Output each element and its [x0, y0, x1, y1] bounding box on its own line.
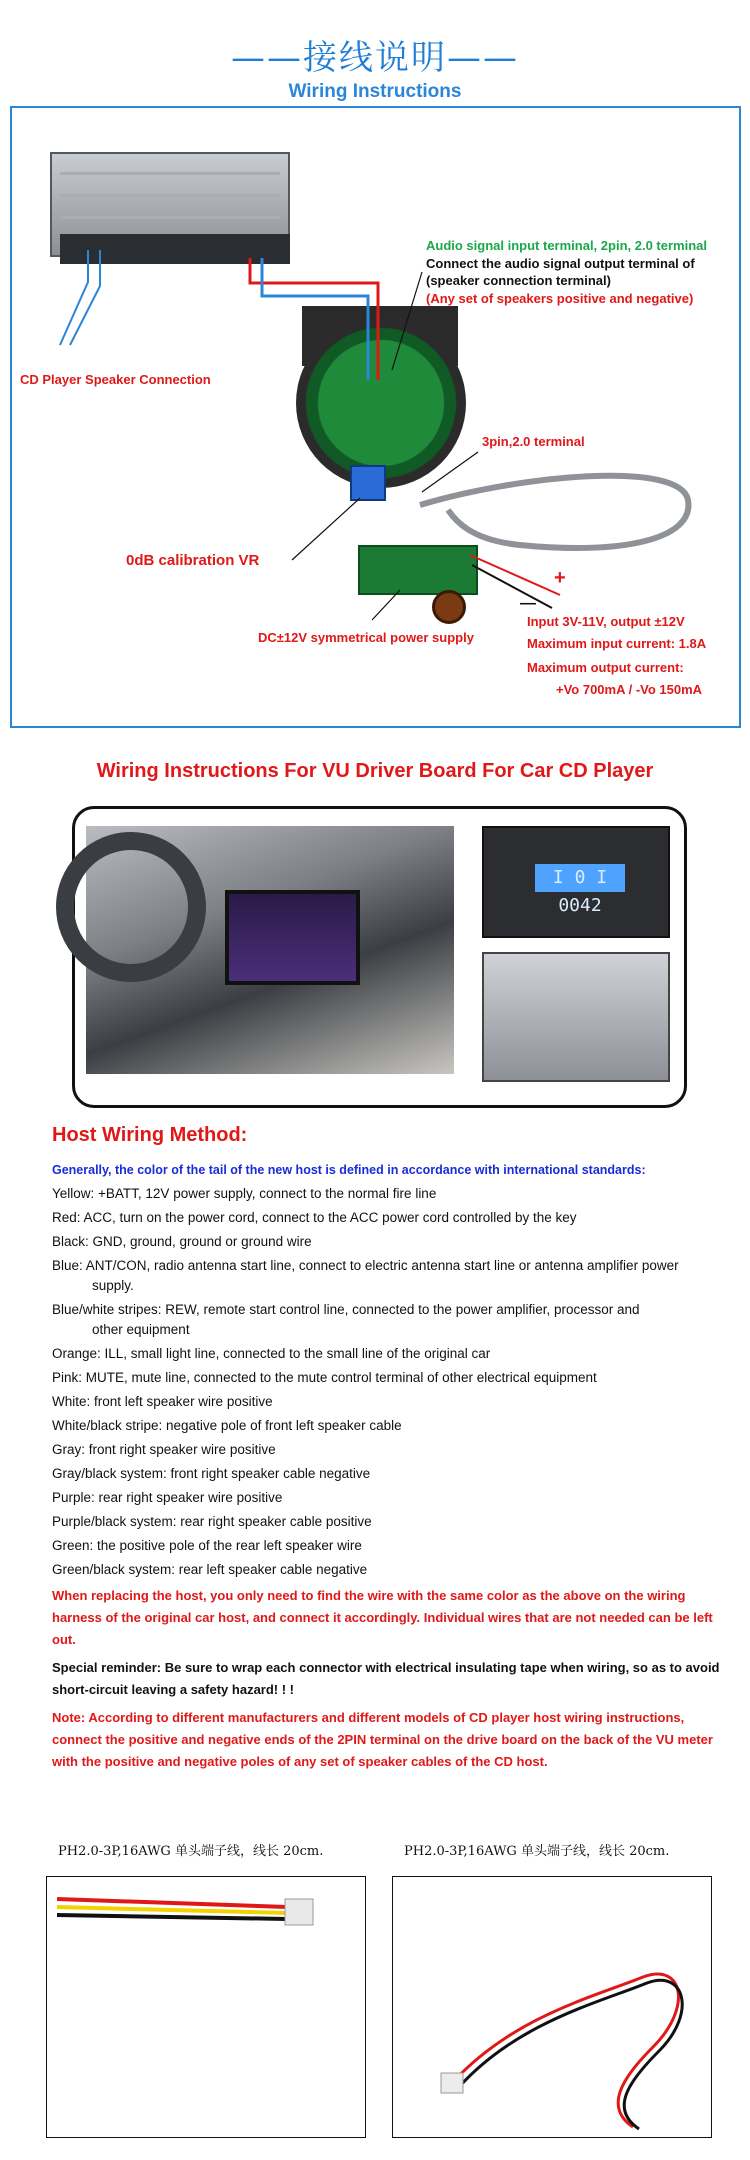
label-cd-speaker: CD Player Speaker Connection — [20, 372, 211, 387]
cable-right-label: PH2.0-3P,16AWG 单头端子线，线长 20cm. — [404, 1844, 670, 1859]
host-wiring-heading: Host Wiring Method: — [52, 1124, 248, 1146]
wire-line: White: front left speaker wire positive — [52, 1394, 273, 1409]
label-audio-any: (Any set of speakers positive and negative) — [426, 291, 694, 306]
label-max-input: Maximum input current: 1.8A — [527, 636, 707, 651]
label-audio-input: Audio signal input terminal, 2pin, 2.0 terminal — [426, 238, 707, 253]
label-max-output: Maximum output current: — [527, 660, 684, 675]
wire-blue-3 — [70, 250, 100, 345]
wire-line: Black: GND, ground, ground or ground wire — [52, 1234, 312, 1249]
car-screen-image — [225, 890, 360, 985]
label-audio-connect-1: Connect the audio signal output terminal of — [426, 256, 695, 271]
label-calibration: 0dB calibration VR — [126, 552, 260, 569]
special-reminder: Special reminder: Be sure to wrap each connector with electrical insulating tape when wiring, so as to avoid short-circuit leaving a safety hazard! ! ! — [52, 1660, 720, 1697]
header-dash-right: —— — [447, 38, 519, 78]
cable-right-drawing — [393, 1877, 713, 2139]
leader-audio — [392, 272, 422, 370]
wire-line: Purple: rear right speaker wire positive — [52, 1490, 283, 1505]
cable-wire-black — [57, 1915, 287, 1919]
header-dash-left: —— — [231, 38, 303, 78]
gray-cable — [420, 476, 688, 548]
label-psu: DC±12V symmetrical power supply — [258, 630, 474, 645]
header-title-en: Wiring Instructions — [288, 81, 462, 102]
header-title-cn-text: 接线说明 — [303, 38, 447, 78]
wire-blue-2 — [60, 250, 88, 345]
replace-note: When replacing the host, you only need to find the wire with the same color as the above on the wiring harness of the original car host, and connect it accordingly. Individual wires that are not needed can be left out. — [52, 1588, 713, 1647]
label-3pin: 3pin,2.0 terminal — [482, 434, 585, 449]
leader-vr — [292, 498, 360, 560]
wire-red-1 — [250, 258, 378, 380]
cable-left-image — [46, 1876, 366, 2138]
wire-line: Green: the positive pole of the rear left speaker wire — [52, 1538, 362, 1553]
cable-left-label: PH2.0-3P,16AWG 单头端子线，线长 20cm. — [58, 1844, 324, 1859]
cd-unit-lcd: I 0 I 0042 — [535, 864, 625, 892]
cable-wire-black — [459, 1980, 682, 2129]
wire-line: Red: ACC, turn on the power cord, connect to the ACC power cord controlled by the key — [52, 1210, 577, 1225]
wire-line: Purple/black system: rear right speaker cable positive — [52, 1514, 372, 1529]
cable-connector — [285, 1899, 313, 1925]
wire-line: Gray/black system: front right speaker cable negative — [52, 1466, 371, 1481]
label-input-spec: Input 3V-11V, output ±12V — [527, 614, 685, 629]
label-output-values: +Vo 700mA / -Vo 150mA — [556, 682, 703, 697]
cable-right-image — [392, 1876, 712, 2138]
wire-line: Yellow: +BATT, 12V power supply, connect to the normal fire line — [52, 1186, 437, 1201]
label-minus: — — [520, 595, 536, 612]
cable-connector — [441, 2073, 463, 2093]
leader-psu — [372, 590, 400, 620]
host-wiring-section — [52, 1124, 732, 1779]
steering-wheel-image — [56, 832, 206, 982]
wire-line: supply. — [92, 1278, 134, 1293]
cable-wire-red — [453, 1974, 678, 2127]
wire-line: Blue/white stripes: REW, remote start control line, connected to the power amplifier, processor and — [52, 1302, 640, 1317]
wire-blue-1 — [262, 258, 368, 380]
wire-line: Pink: MUTE, mute line, connected to the mute control terminal of other electrical equipment — [52, 1370, 597, 1385]
final-note: Note: According to different manufacturers and different models of CD player host wiring instructions, connect the positive and negative ends of the 2PIN terminal on the drive board on the back of the VU meter with the positive and negative poles of any set of speaker cables of the CD host. — [52, 1710, 713, 1769]
cable-wire-red — [57, 1899, 287, 1907]
cd-unit-back-photo — [482, 952, 670, 1082]
wire-line: Blue: ANT/CON, radio antenna start line, connect to electric antenna start line or antenna amplifier power — [52, 1258, 679, 1273]
wire-line: Orange: ILL, small light line, connected to the small line of the original car — [52, 1346, 491, 1361]
wire-line: other equipment — [92, 1322, 190, 1337]
label-audio-connect-2: (speaker connection terminal) — [426, 273, 611, 288]
label-plus: + — [554, 567, 566, 589]
cable-wire-yellow — [57, 1907, 287, 1913]
wire-line: White/black stripe: negative pole of front left speaker cable — [52, 1418, 402, 1433]
wire-line: Green/black system: rear left speaker cable negative — [52, 1562, 368, 1577]
host-wiring-intro: Generally, the color of the tail of the new host is defined in accordance with international standards: — [52, 1163, 646, 1177]
section2-title: Wiring Instructions For VU Driver Board For Car CD Player — [96, 760, 654, 782]
leader-3pin — [422, 452, 478, 492]
wire-line: Gray: front right speaker wire positive — [52, 1442, 276, 1457]
cable-left-drawing — [47, 1877, 367, 2139]
